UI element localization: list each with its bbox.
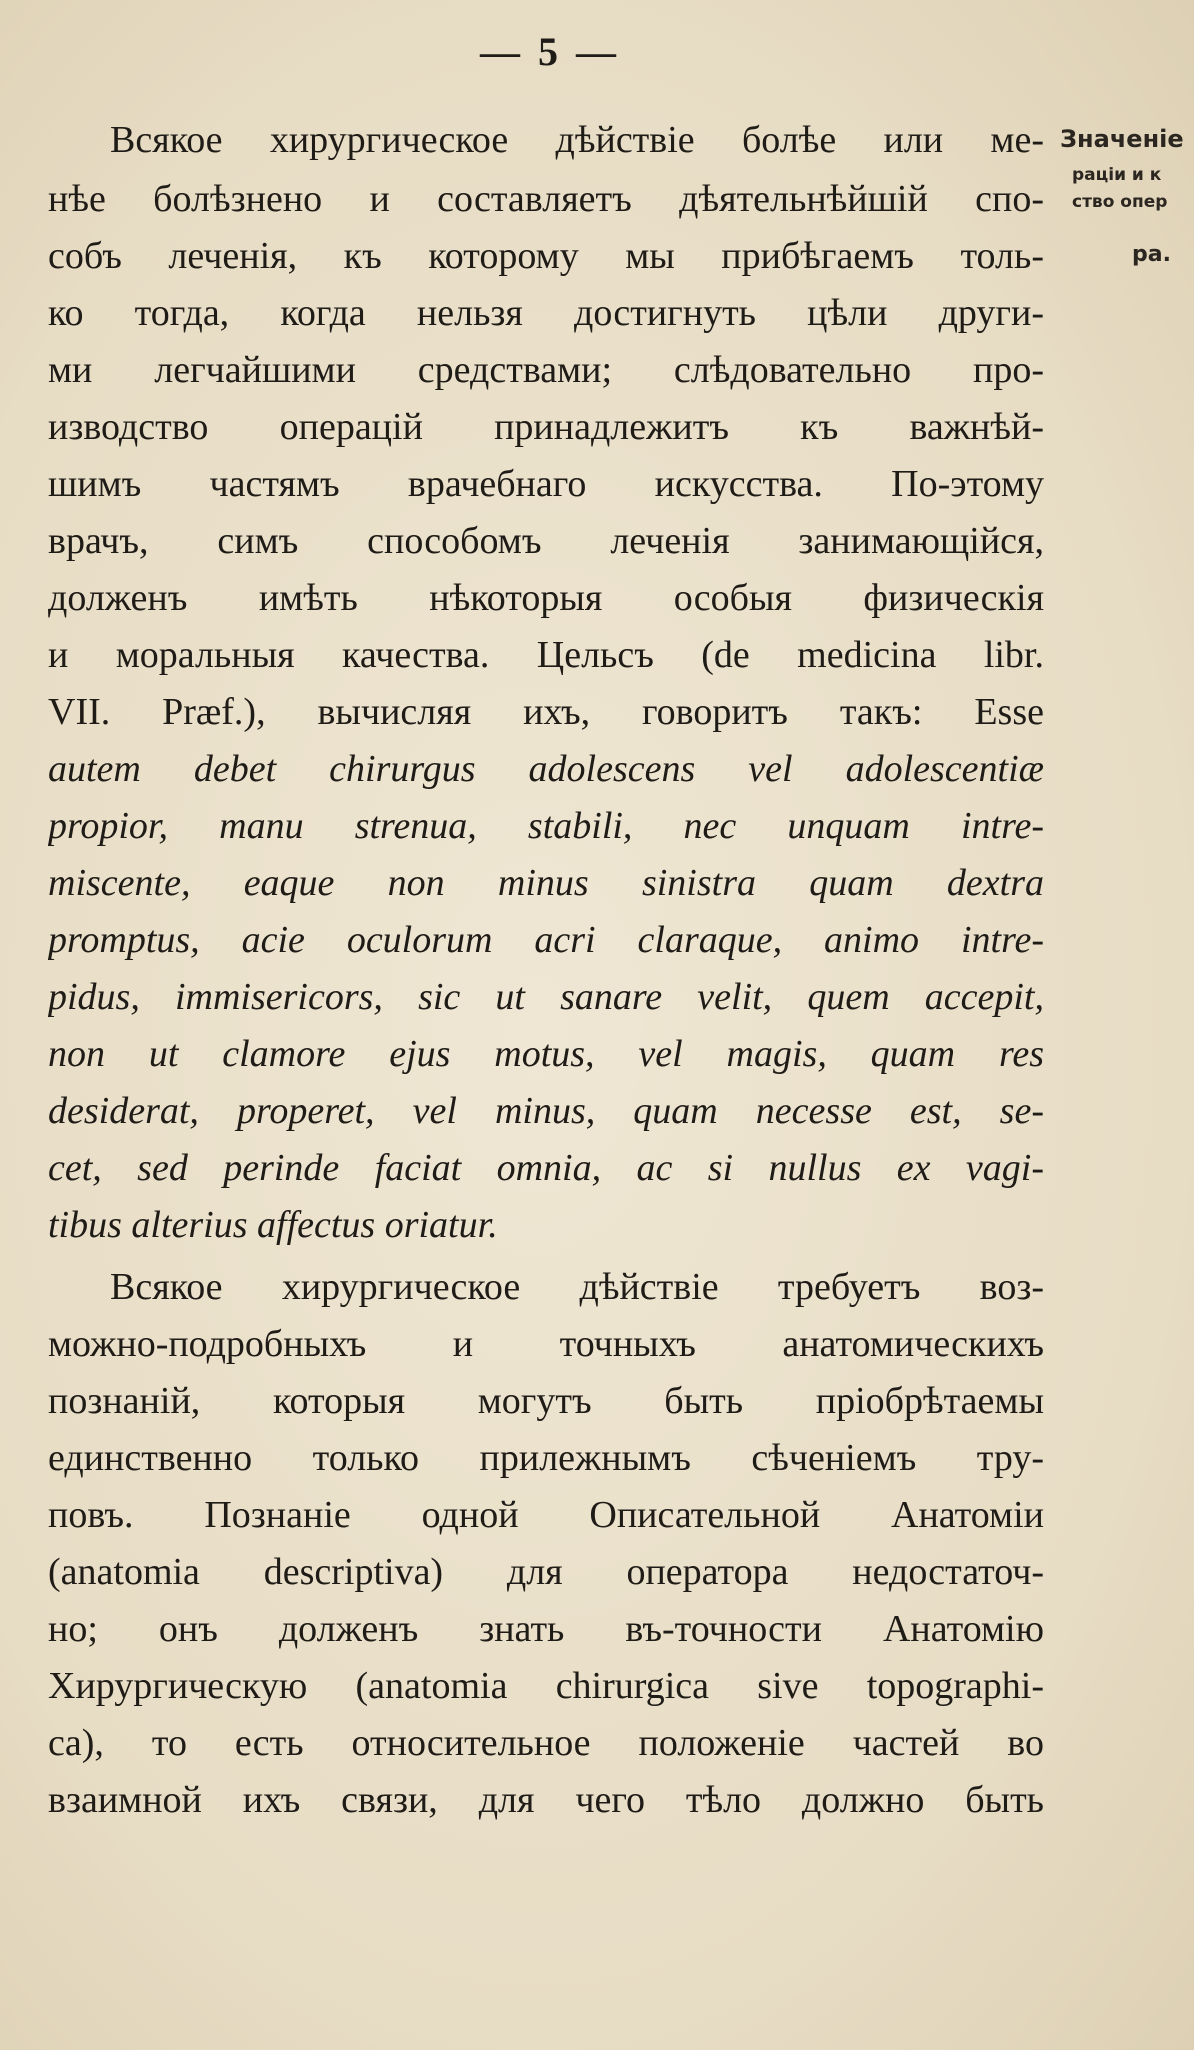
margin-note-line-4: ра.	[1132, 242, 1171, 267]
text-line-latin: desiderat, properet, vel minus, quam necesse est, se-	[48, 1090, 1044, 1132]
text-line: ca), то есть относительное положеніе частей во	[48, 1722, 1044, 1764]
margin-note-line-3: ство опер	[1072, 192, 1168, 212]
text-line-latin: autem debet chirurgus adolescens vel adolescentiæ	[48, 748, 1044, 790]
text-line-latin: cet, sed perinde faciat omnia, ac si nullus ex vagi-	[48, 1147, 1044, 1189]
text-line: ко тогда, когда нельзя достигнуть цѣли други-	[48, 292, 1044, 334]
text-line-latin: pidus, immisericors, sic ut sanare velit, quem accepit,	[48, 976, 1044, 1018]
text-line: собъ леченія, къ которому мы прибѣгаемъ толь-	[48, 235, 1044, 277]
text-line: VII. Præf.), вычисляя ихъ, говоритъ такъ: Esse	[48, 691, 1044, 733]
margin-note-line-1: Значеніе	[1060, 125, 1184, 153]
text-line: Всякое хирургическое дѣйствіе требуетъ воз-	[110, 1266, 1044, 1308]
text-line: Всякое хирургическое дѣйствіе болѣе или ме-	[110, 119, 1044, 161]
text-line: но; онъ долженъ знать въ-точности Анатомію	[48, 1608, 1044, 1650]
text-line-latin: non ut clamore ejus motus, vel magis, quam res	[48, 1033, 1044, 1075]
text-line: врачъ, симъ способомъ леченія занимающійся,	[48, 520, 1044, 562]
text-line: ми легчайшими средствами; слѣдовательно про-	[48, 349, 1044, 391]
text-line: шимъ частямъ врачебнаго искусства. По-этому	[48, 463, 1044, 505]
text-line: единственно только прилежнымъ сѣченіемъ тру-	[48, 1437, 1044, 1479]
text-line: повъ. Познаніе одной Описательной Анатоміи	[48, 1494, 1044, 1536]
text-line: познаній, которыя могутъ быть пріобрѣтаемы	[48, 1380, 1044, 1422]
text-line: нѣе болѣзнено и составляетъ дѣятельнѣйшій спо-	[48, 178, 1044, 220]
text-line-latin: miscente, eaque non minus sinistra quam dextra	[48, 862, 1044, 904]
page-number: — 5 —	[480, 29, 620, 74]
text-line-latin: promptus, acie oculorum acri claraque, animo intre-	[48, 919, 1044, 961]
text-line: взаимной ихъ связи, для чего тѣло должно быть	[48, 1779, 1044, 1821]
text-line-latin: propior, manu strenua, stabili, nec unquam intre-	[48, 805, 1044, 847]
text-line: (anatomia descriptiva) для оператора недостаточ-	[48, 1551, 1044, 1593]
text-line: изводство операцій принадлежитъ къ важнѣй-	[48, 406, 1044, 448]
text-line: и моральныя качества. Цельсъ (de medicina libr.	[48, 634, 1044, 676]
margin-note-line-2: раціи и к	[1072, 165, 1162, 185]
text-line-latin: tibus alterius affectus oriatur.	[48, 1204, 498, 1246]
text-line: долженъ имѣть нѣкоторыя особыя физическія	[48, 577, 1044, 619]
text-line: Хирургическую (anatomia chirurgica sive topographi-	[48, 1665, 1044, 1707]
text-line: можно-подробныхъ и точныхъ анатомическихъ	[48, 1323, 1044, 1365]
